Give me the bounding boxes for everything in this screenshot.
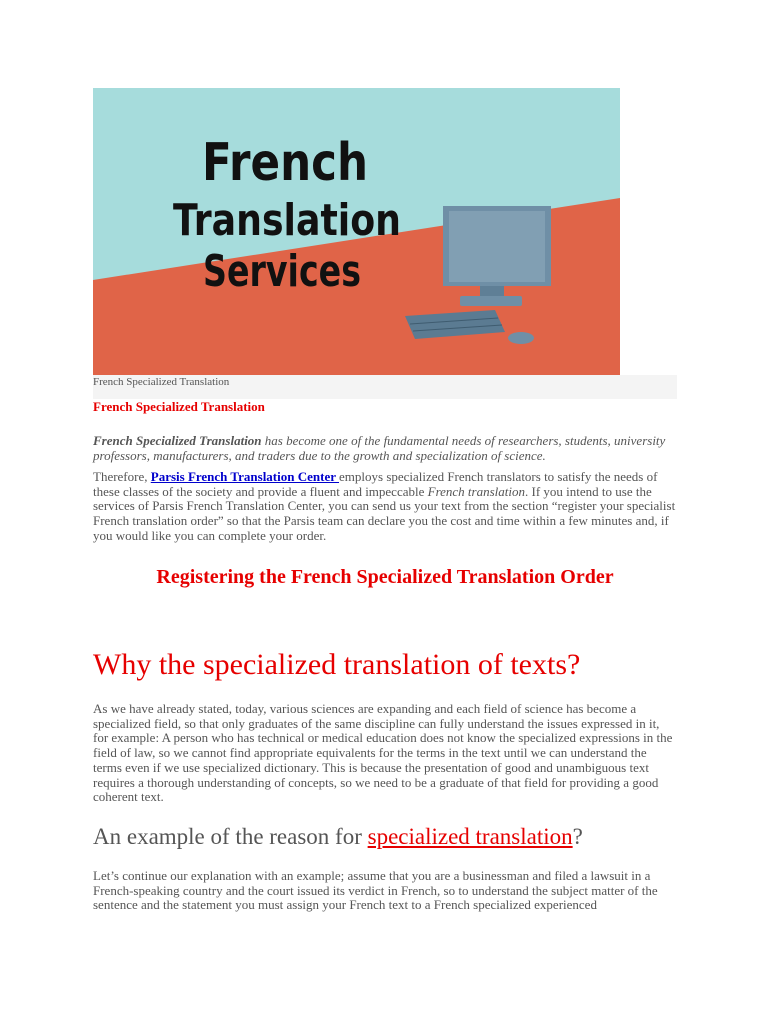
heading-register-order: Registering the French Specialized Translation Order [156,566,614,588]
therefore-tail: . If you intend to use the services of Parsis French Translation Center, you can send us your text from the section “register your specialist French translation order” so that the Parsis team can declare you the cost and time within a few minutes and, if you would like you can complete your order. [93,483,676,543]
intro-paragraph [93,434,677,463]
intro-text: has become one of the fundamental needs of researchers, students, university professors, manufacturers, and traders due to the growth and specialization of science. [93,433,666,463]
why-paragraph: As we have already stated, today, various sciences are expanding and each field of science has become a specialized field, so that only graduates of the same discipline can fully understand the issues expressed in it, for example: A person who has technical or medical education does not know the specialized expressions in the field of law, so we cannot find appropriate equivalents for the terms in the text until we can understand the terms even if we use specialized dictionary. This is because the presentation of good and unambiguous text requires a thorough understanding of concepts, so we need to be a graduate of that field for providing a good coherent text. [93,701,673,805]
mouse-icon [508,332,534,344]
hero-title-line2: Translation [173,195,401,246]
heading-example [93,824,583,850]
therefore-paragraph [93,470,677,544]
specialized-translation-link[interactable]: specialized translation [367,824,573,849]
hero-title-line3: Services [203,246,361,297]
hero-title-line1: French [202,133,368,193]
heading-why-specialized: Why the specialized translation of texts? [93,648,581,681]
image-caption: French Specialized Translation [93,376,230,388]
example-paragraph: Let’s continue our explanation with an example; assume that you are a businessman and filed a lawsuit in a French-speaking country and the court issued its verdict in French, so to understand the subject matter of the sentence and the statement you must assign your French text to a French specialized experienced [93,868,658,913]
section-label: French Specialized Translation [93,399,265,414]
hero-image [93,88,620,375]
therefore-italic: French translation [427,483,525,499]
parsis-center-link[interactable]: Parsis French Translation Center [150,469,340,484]
therefore-lead: Therefore, [93,469,151,484]
heading-example-tail: ? [572,824,583,849]
therefore-mid: employs specialized French translators to satisfy the needs of these classes of the society and provide a fluent and impeccable [93,469,658,499]
heading-example-lead: An example of the reason for [93,824,368,849]
intro-bold-lead: French Specialized Translation [93,433,262,448]
